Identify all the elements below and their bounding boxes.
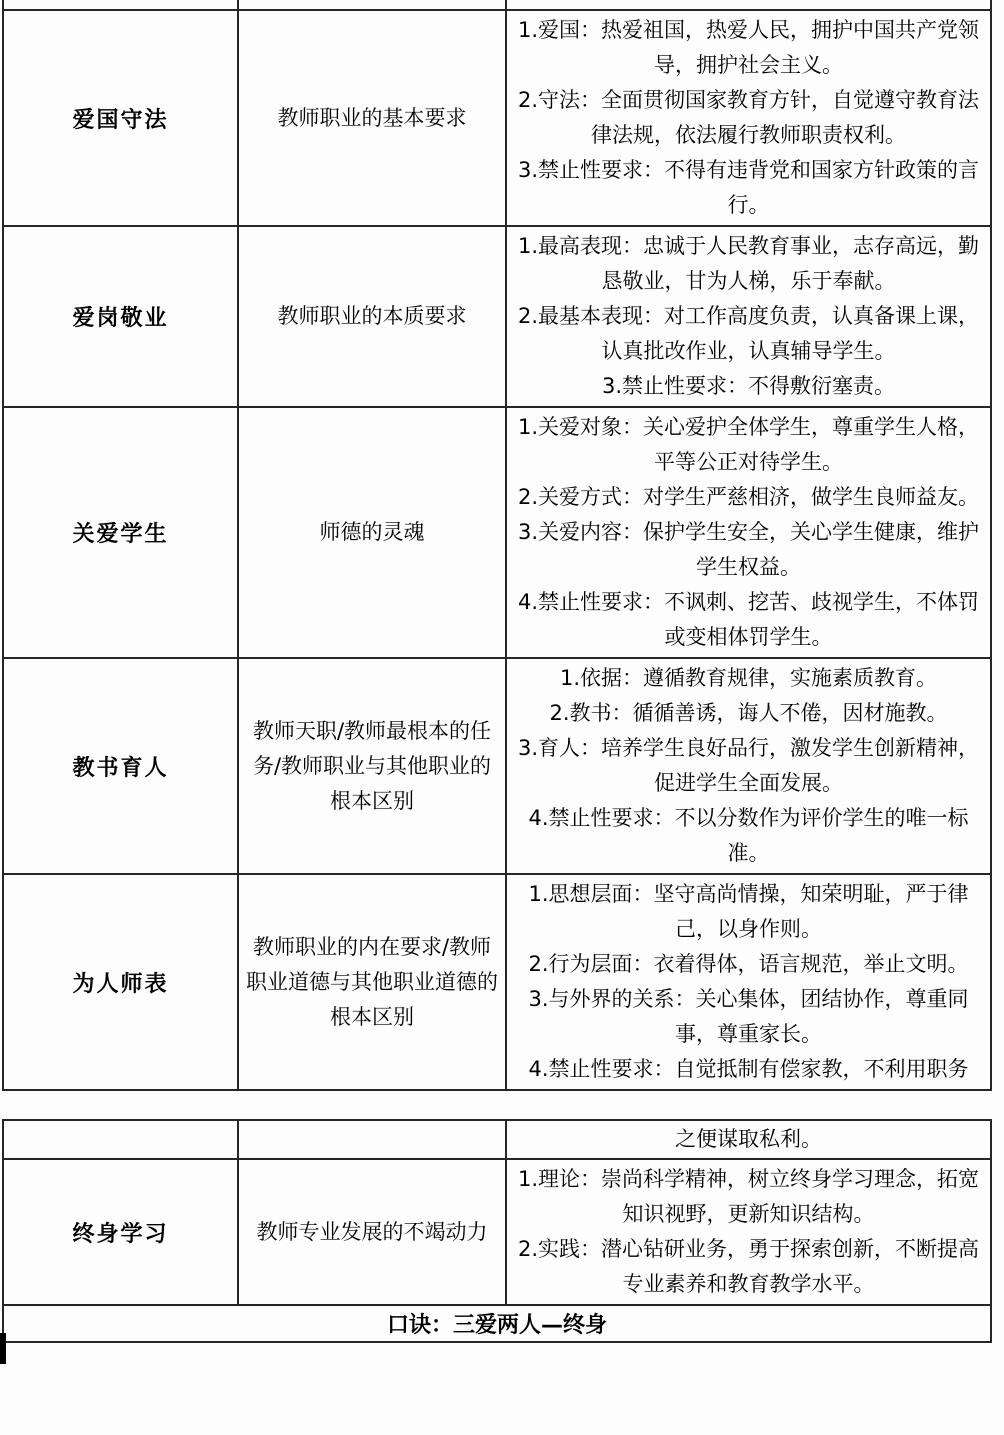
term-points	[506, 874, 991, 1090]
term-description: 教师专业发展的不竭动力	[238, 1159, 506, 1305]
point-item: 2.关爱方式：对学生严慈相济，做学生良师益友。	[517, 485, 980, 509]
term-label: 终身学习	[3, 1159, 238, 1305]
table-row-jiaoshuyuren	[3, 658, 991, 874]
term-description: 师德的灵魂	[238, 407, 506, 658]
table-row-aiguoshoufa	[3, 10, 991, 226]
table-row-guanaixuesheng	[3, 407, 991, 658]
point-item: 1.关爱对象：关心爱护全体学生，尊重学生人格，平等公正对待学生。	[517, 415, 980, 474]
table-row-carryover	[3, 1120, 991, 1159]
term-points	[506, 1159, 991, 1305]
point-item: 4.禁止性要求：不以分数作为评价学生的唯一标准。	[528, 806, 969, 865]
term-label: 关爱学生	[3, 407, 238, 658]
empty-cell	[238, 0, 506, 10]
table-row-weirenshibiao	[3, 874, 991, 1090]
fragment-gap	[0, 1091, 1004, 1119]
ethics-table-part2	[2, 1119, 992, 1343]
point-item: 3.育人：培养学生良好品行，激发学生创新精神，促进学生全面发展。	[517, 736, 980, 795]
point-item: 1.思想层面：坚守高尚情操，知荣明耻，严于律己，以身作则。	[528, 882, 969, 941]
point-item: 2.教书：循循善诱，诲人不倦，因材施教。	[549, 701, 948, 725]
point-item: 2.守法：全面贯彻国家教育方针，自觉遵守教育法律法规，依法履行教师职责权利。	[517, 88, 980, 147]
term-points	[506, 658, 991, 874]
point-item: 2.实践：潜心钻研业务，勇于探索创新，不断提高专业素养和教育教学水平。	[517, 1237, 980, 1296]
term-label: 教书育人	[3, 658, 238, 874]
empty-cell	[3, 0, 238, 10]
term-description: 教师职业的基本要求	[238, 10, 506, 226]
carryover-text: 之便谋取私利。	[506, 1120, 991, 1159]
point-item: 1.理论：崇尚科学精神，树立终身学习理念，拓宽知识视野，更新知识结构。	[517, 1167, 980, 1226]
table-row-mnemonic	[3, 1305, 991, 1342]
point-item: 2.行为层面：衣着得体，语言规范，举止文明。	[528, 952, 969, 976]
term-points	[506, 226, 991, 407]
term-label: 爱岗敬业	[3, 226, 238, 407]
point-item: 2.最基本表现：对工作高度负责，认真备课上课，认真批改作业，认真辅导学生。	[517, 304, 980, 363]
mnemonic-text: 口诀：三爱两人—终身	[3, 1305, 991, 1342]
point-item: 3.禁止性要求：不得敷衍塞责。	[601, 374, 896, 398]
term-description: 教师天职/教师最根本的任务/教师职业与其他职业的根本区别	[238, 658, 506, 874]
point-item: 3.与外界的关系：关心集体，团结协作，尊重同事，尊重家长。	[528, 987, 969, 1046]
empty-cell	[506, 0, 991, 10]
empty-cell	[238, 1120, 506, 1159]
empty-cell	[3, 1120, 238, 1159]
point-item: 1.爱国：热爱祖国，热爱人民，拥护中国共产党领导，拥护社会主义。	[517, 18, 980, 77]
table-row-cutoff	[3, 0, 991, 10]
term-label: 爱国守法	[3, 10, 238, 226]
table-row-zhongshenxuexi	[3, 1159, 991, 1305]
table-row-aigangjingye	[3, 226, 991, 407]
term-description: 教师职业的本质要求	[238, 226, 506, 407]
text-cursor-mark	[0, 1333, 6, 1364]
point-item: 1.最高表现：忠诚于人民教育事业，志存高远，勤恳敬业，甘为人梯，乐于奉献。	[517, 234, 980, 293]
term-points	[506, 10, 991, 226]
point-item: 4.禁止性要求：不讽刺、挖苦、歧视学生，不体罚或变相体罚学生。	[517, 590, 980, 649]
point-item: 3.禁止性要求：不得有违背党和国家方针政策的言行。	[517, 158, 980, 217]
point-item: 4.禁止性要求：自觉抵制有偿家教，不利用职务	[528, 1057, 969, 1081]
term-description: 教师职业的内在要求/教师职业道德与其他职业道德的根本区别	[238, 874, 506, 1090]
term-points	[506, 407, 991, 658]
ethics-table-part1	[2, 0, 992, 1091]
point-item: 1.依据：遵循教育规律，实施素质教育。	[559, 666, 938, 690]
term-label: 为人师表	[3, 874, 238, 1090]
point-item: 3.关爱内容：保护学生安全，关心学生健康，维护学生权益。	[517, 520, 980, 579]
